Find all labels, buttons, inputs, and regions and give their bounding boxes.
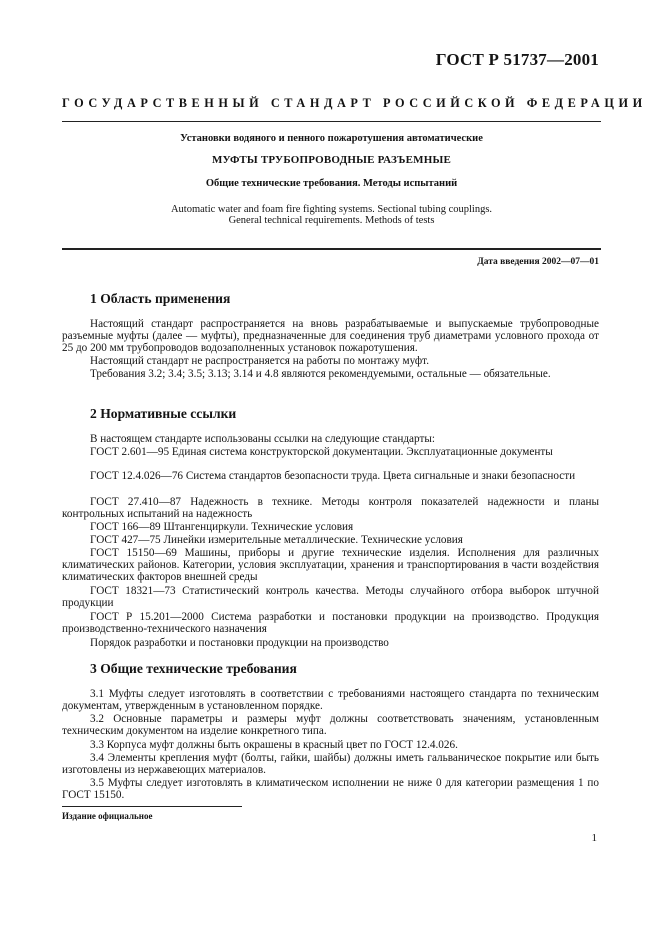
section-2-reference: ГОСТ 15150—69 Машины, приборы и другие технические изделия. Исполнения для различных климатических районов. Категории, условия эксплуатации, хранения и транспортирования в части воздействия климатических факторов внешней среды [62,547,599,584]
section-2-reference: ГОСТ 427—75 Линейки измерительные металлические. Технические условия [90,534,463,546]
section-2-reference: ГОСТ 27.410—87 Надежность в технике. Методы контроля показателей надежности и планы контрольных испытаний на надежность [62,496,599,521]
section-2-reference: ГОСТ 2.601—95 Единая система конструкторской документации. Эксплуатационные документы [90,446,553,458]
section-3-heading: 3 Общие технические требования [90,661,297,676]
section-2-reference: ГОСТ 18321—73 Статистический контроль качества. Методы случайного отбора выборок штучной продукции [62,585,599,610]
title-english [62,204,601,226]
section-3-paragraph: 3.5 Муфты следует изготовлять в климатическом исполнении не ниже 0 для категории размещения 1 по ГОСТ 15150. [62,777,599,802]
document-number: ГОСТ Р 51737—2001 [435,50,599,69]
section-1-heading: 1 Область применения [90,291,231,306]
section-3-paragraph: 3.3 Корпуса муфт должны быть окрашены в красный цвет по ГОСТ 12.4.026. [90,739,458,751]
section-3-paragraph: 3.2 Основные параметры и размеры муфт должны соответствовать значениям, установленным техническим документом на изделие конкретного типа. [62,713,599,738]
section-2-reference: ГОСТ Р 15.201—2000 Система разработки и постановки продукции на производство. Продукция производственно-технического назначения [62,611,599,636]
title-main: МУФТЫ ТРУБОПРОВОДНЫЕ РАЗЪЕМНЫЕ [211,154,452,166]
section-1-paragraph: Требования 3.2; 3.4; 3.5; 3.13; 3.14 и 4.8 являются рекомендуемыми, остальные — обязательные. [90,368,551,380]
edition-label: Издание официальное [62,811,153,821]
title-english-line1: Automatic water and foam fire fighting systems. Sectional tubing couplings. [170,204,493,215]
section-1-paragraph: Настоящий стандарт распространяется на вновь разрабатываемые и выпускаемые трубопроводные разъемные муфты (далее — муфты), предназначенные для соединения труб диаметрами условного прохода от 25 до 200 мм трубопроводов водозаполненных установок пожаротушения. [62,318,599,355]
section-3-paragraph: 3.1 Муфты следует изготовлять в соответствии с требованиями настоящего стандарта по техническим документам, утвержденным в установленном порядке. [62,688,599,713]
page-number: 1 [591,832,597,844]
section-2-heading: 2 Нормативные ссылки [90,406,237,421]
title-english-line2: General technical requirements. Methods of tests [228,215,435,226]
introduction-date: Дата введения 2002—07—01 [477,257,599,267]
section-2-paragraph: В настоящем стандарте использованы ссылки на следующие стандарты: [90,433,435,445]
state-standard-heading: ГОСУДАРСТВЕННЫЙ СТАНДАРТ РОССИЙСКОЙ ФЕДЕРАЦИИ [62,96,647,110]
section-1-paragraph: Настоящий стандарт не распространяется на работы по монтажу муфт. [90,355,429,367]
section-2-reference: ГОСТ 12.4.026—76 Система стандартов безопасности труда. Цвета сигнальные и знаки безопасности [90,470,576,482]
middle-divider [62,248,601,250]
top-divider [62,121,601,122]
section-3-paragraph: 3.4 Элементы крепления муфт (болты, гайки, шайбы) должны иметь гальваническое покрытие или быть изготовлены из нержавеющих материалов. [62,752,599,777]
section-2-reference: ГОСТ 166—89 Штангенциркули. Технические условия [90,521,354,533]
footer-divider [62,806,242,807]
section-2-reference: Порядок разработки и постановки продукции на производство [90,637,389,649]
title-category: Установки водяного и пенного пожаротушения автоматические [180,133,483,144]
title-subtitle: Общие технические требования. Методы испытаний [205,178,458,189]
